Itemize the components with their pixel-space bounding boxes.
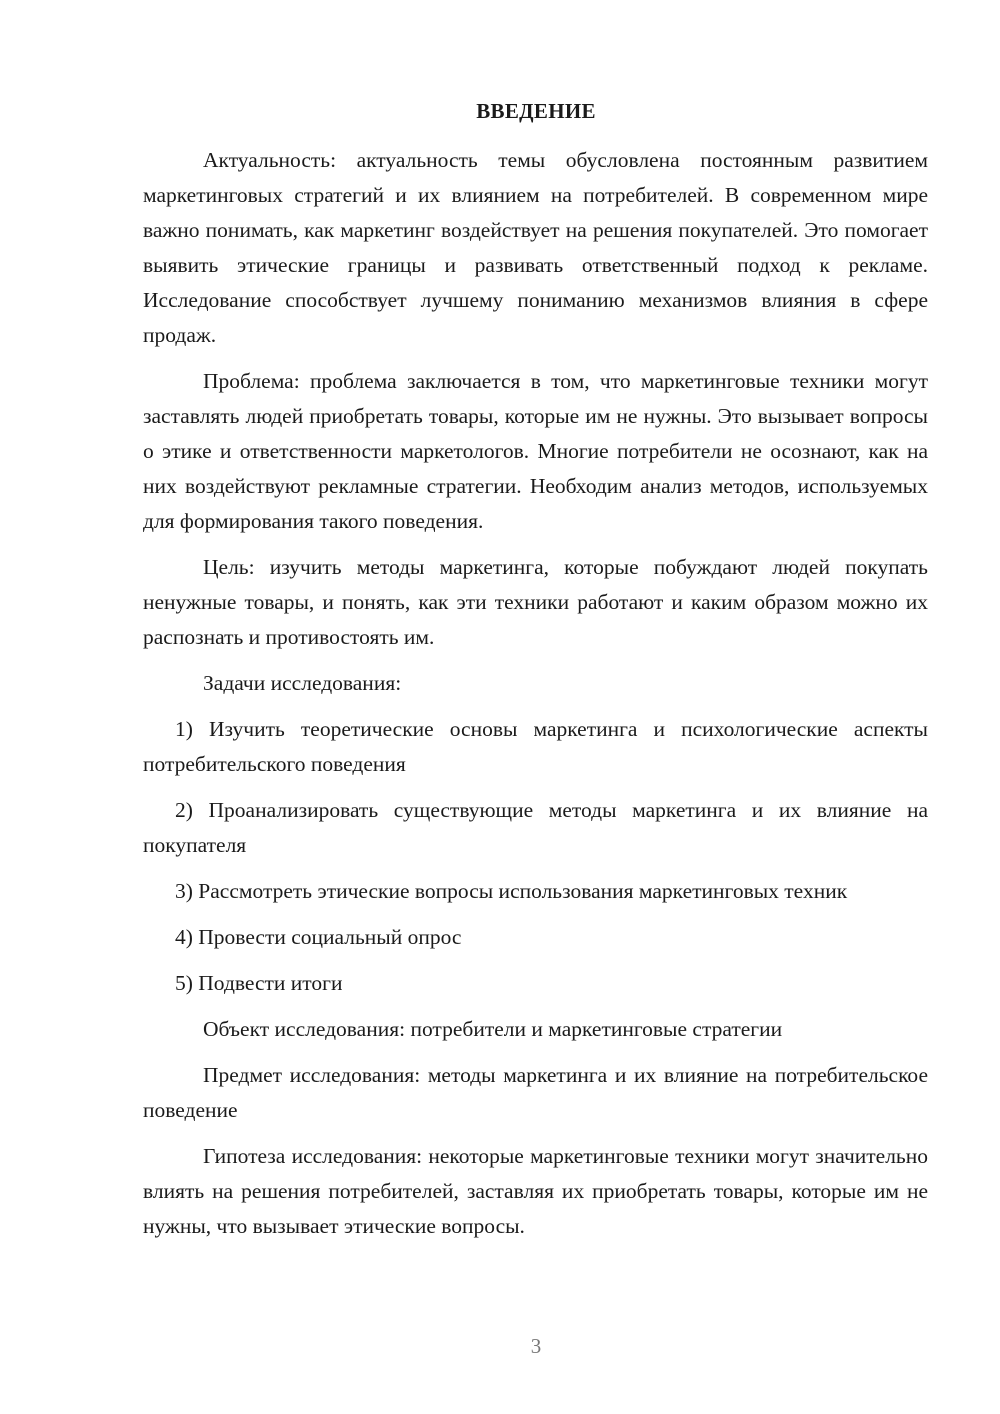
paragraph-subject: Предмет исследования: методы маркетинга и их влияние на потребительское поведение xyxy=(143,1063,928,1122)
page-number: 3 xyxy=(530,1334,542,1358)
paragraph-hypothesis: Гипотеза исследования: некоторые маркетинговые техники могут значительно влиять на решения потребителей, заставляя их приобретать товары, которые им не нужны, что вызывает этические вопросы. xyxy=(143,1144,928,1238)
task-item-4: 4) Провести социальный опрос xyxy=(175,925,462,949)
paragraph-object: Объект исследования: потребители и маркетинговые стратегии xyxy=(203,1017,783,1041)
task-item-2: 2) Проанализировать существующие методы маркетинга и их влияние на покупателя xyxy=(143,798,928,857)
document-body xyxy=(143,143,928,1255)
tasks-heading: Задачи исследования: xyxy=(203,671,402,695)
paragraph-relevance: Актуальность: актуальность темы обусловлена постоянным развитием маркетинговых стратегий и их влиянием на потребителей. В современном мире важно понимать, как маркетинг воздействует на решения покупателей. Это помогает выявить этические границы и развивать ответственный подход к рекламе. Исследование способствует лучшему пониманию механизмов влияния в сфере продаж. xyxy=(143,148,928,347)
page-title: ВВЕДЕНИЕ xyxy=(476,99,596,123)
task-item-1: 1) Изучить теоретические основы маркетинга и психологические аспекты потребительского поведения xyxy=(143,717,928,776)
paragraph-problem: Проблема: проблема заключается в том, что маркетинговые техники могут заставлять людей приобретать товары, которые им не нужны. Это вызывает вопросы о этике и ответственности маркетологов. Многие потребители не осознают, как на них воздействуют рекламные стратегии. Необходим анализ методов, используемых для формирования такого поведения. xyxy=(143,369,928,533)
paragraph-goal: Цель: изучить методы маркетинга, которые побуждают людей покупать ненужные товары, и понять, как эти техники работают и каким образом можно их распознать и противостоять им. xyxy=(143,555,928,649)
task-item-3: 3) Рассмотреть этические вопросы использования маркетинговых техник xyxy=(175,879,848,903)
task-item-5: 5) Подвести итоги xyxy=(175,971,343,995)
